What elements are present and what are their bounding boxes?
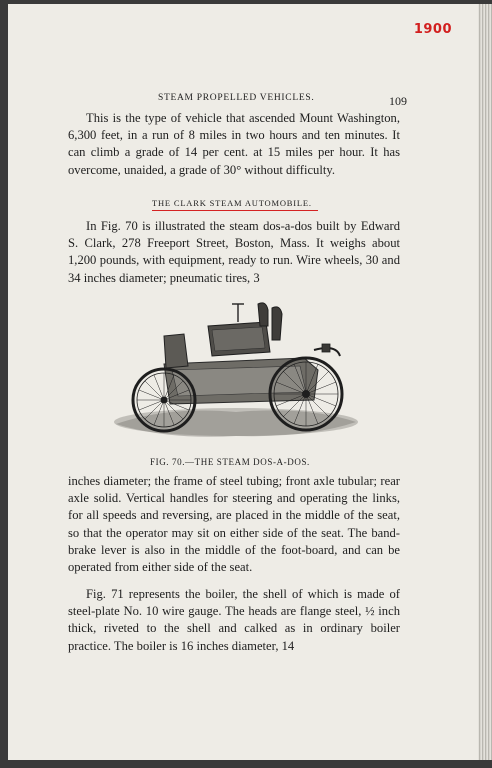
paragraph-fig-71-boiler: Fig. 71 represents the boiler, the shell of which is made of steel-plate No. 10 wire gauge. The heads are flange steel, ½ inch thick, riveted to the shell and calked as in ordinary boiler practice. The boiler is 16 inches diameter, 14 xyxy=(68,587,400,653)
page-edges xyxy=(478,4,492,760)
figure-caption: FIG. 70.—THE STEAM DOS-A-DOS. xyxy=(150,457,310,467)
paragraph-frame-details: inches diameter; the frame of steel tubing; front axle tubular; rear axle solid. Vertical handles for steering and operating the links, for all speeds and reversing, are placed in the middle of the seat, so that the operator may sit on either side of the seat. The band-brake lever is also in the middle of the foot-board, and can be operated from either side of the seat. xyxy=(68,474,400,575)
section-heading: THE CLARK STEAM AUTOMOBILE. xyxy=(152,198,312,208)
red-underline-annotation xyxy=(152,210,318,211)
paragraph-fig-70-intro: In Fig. 70 is illustrated the steam dos-a-dos built by Edward S. Clark, 278 Freeport Street, Boston, Mass. It weighs about 1,200 pounds, with equipment, ready to run. Wire wheels, 30 and 34 inches diameter; pneumatic tires, 3 xyxy=(68,219,400,285)
steam-carriage-illustration xyxy=(108,296,360,446)
running-head: STEAM PROPELLED VEHICLES. xyxy=(158,93,315,103)
page-number: 109 xyxy=(389,94,407,108)
paragraph-mount-washington: This is the type of vehicle that ascended Mount Washington, 6,300 feet, in a run of 8 miles in two hours and ten minutes. It can climb a grade of 14 per cent. at 15 miles per hour. It has overcome, unaided, a grade of 30° without difficulty. xyxy=(68,111,400,177)
figure-steam-dos-a-dos xyxy=(108,296,360,446)
handwritten-year-note: 1900 xyxy=(413,22,452,37)
